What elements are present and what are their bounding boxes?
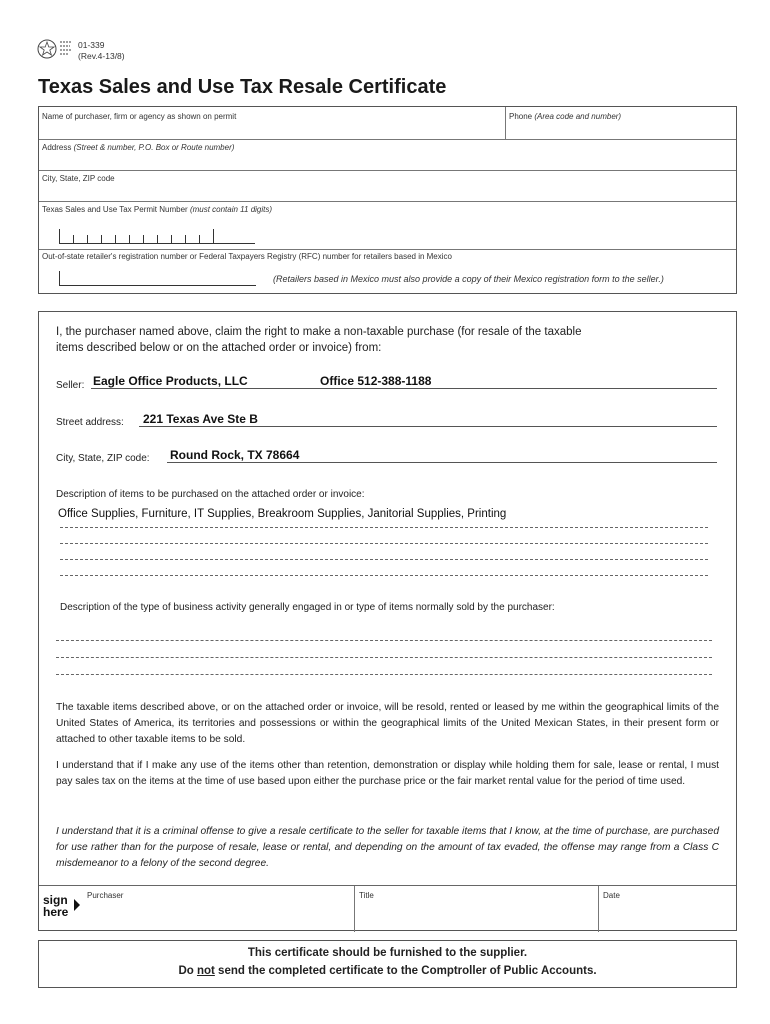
signature-row	[39, 885, 736, 932]
do-not-send-note: Do not send the completed certificate to the Comptroller of Public Accounts.	[178, 965, 597, 977]
purchaser-name-label: Name of purchaser, firm or agency as shown on permit	[42, 112, 237, 121]
street-address-value[interactable]: 221 Texas Ave Ste B	[143, 412, 258, 426]
title-field[interactable]	[357, 888, 595, 930]
business-activity-label: Description of the type of business activity generally engaged in or type of items normally sold by the purchaser:	[60, 602, 555, 613]
resale-claim-box	[38, 311, 737, 931]
permit-number-label: Texas Sales and Use Tax Permit Number (must contain 11 digits)	[42, 205, 273, 214]
claim-intro-line2: items described below or on the attached order or invoice) from:	[56, 342, 382, 354]
city-state-zip-label: City, State, ZIP code	[42, 174, 115, 183]
texas-seal-logo	[36, 38, 76, 60]
purchaser-signature-label: Purchaser	[87, 891, 124, 900]
address-label: Address (Street & number, P.O. Box or Route number)	[42, 143, 235, 152]
out-of-state-label: Out-of-state retailer's registration number or Federal Taxpayers Registry (RFC) number for retailers based in Mexico	[42, 252, 452, 261]
date-field[interactable]	[601, 888, 733, 930]
resale-statement: The taxable items described above, or on the attached order or invoice, will be resold, rented or leased by me within the geographical limits of the United States of America, its territories and possessions or within the geographical limits of the United Mexican States, in their present form or attached to other taxable items to be sold.	[56, 702, 719, 745]
street-address-label: Street address:	[56, 417, 124, 428]
purchaser-signature-field[interactable]	[83, 888, 351, 930]
form-title: Texas Sales and Use Tax Resale Certificate	[38, 76, 447, 98]
date-label: Date	[603, 891, 620, 900]
seller-city-value[interactable]: Round Rock, TX 78664	[170, 448, 300, 462]
seller-city-label: City, State, ZIP code:	[56, 453, 150, 464]
items-description-value[interactable]: Office Supplies, Furniture, IT Supplies, Breakroom Supplies, Janitorial Supplies, Printing	[58, 508, 507, 520]
criminal-offense-statement: I understand that it is a criminal offense to give a resale certificate to the seller for taxable items that I know, at the time of purchase, are purchased for use rather than for the purpose of resale, lease or rental, and depending on the amount of tax evaded, the offense may range from a Class C misdemeanor to a felony of the second degree.	[56, 826, 719, 869]
seller-phone-value[interactable]: Office 512-388-1188	[320, 374, 432, 388]
form-number: 01-339 (Rev.4-13/8)	[78, 40, 125, 61]
signer-title-label: Title	[359, 891, 374, 900]
arrow-right-icon	[73, 898, 81, 912]
permit-number-digit-boxes[interactable]	[59, 231, 227, 243]
seller-name-value[interactable]: Eagle Office Products, LLC	[93, 374, 248, 388]
purchaser-info-box	[38, 106, 737, 294]
furnish-to-supplier-note: This certificate should be furnished to the supplier.	[247, 947, 528, 959]
phone-label: Phone (Area code and number)	[509, 112, 622, 121]
use-tax-statement: I understand that if I make any use of the items other than retention, demonstration or display while holding them for sale, lease or rental, I must pay sales tax on the items at the time of use based upon either the purchase price or the fair market rental value for the period of time used.	[56, 760, 719, 787]
sign-here-icon: sign here	[43, 893, 69, 919]
mexico-note: (Retailers based in Mexico must also provide a copy of their Mexico registration form to the seller.)	[273, 274, 664, 284]
items-description-label: Description of items to be purchased on the attached order or invoice:	[56, 489, 365, 500]
footer-notice-box	[38, 940, 737, 988]
claim-intro-line1: I, the purchaser named above, claim the right to make a non-taxable purchase (for resale of the taxable	[56, 326, 582, 338]
out-of-state-number-field[interactable]	[59, 271, 256, 286]
seller-label: Seller:	[56, 380, 85, 391]
